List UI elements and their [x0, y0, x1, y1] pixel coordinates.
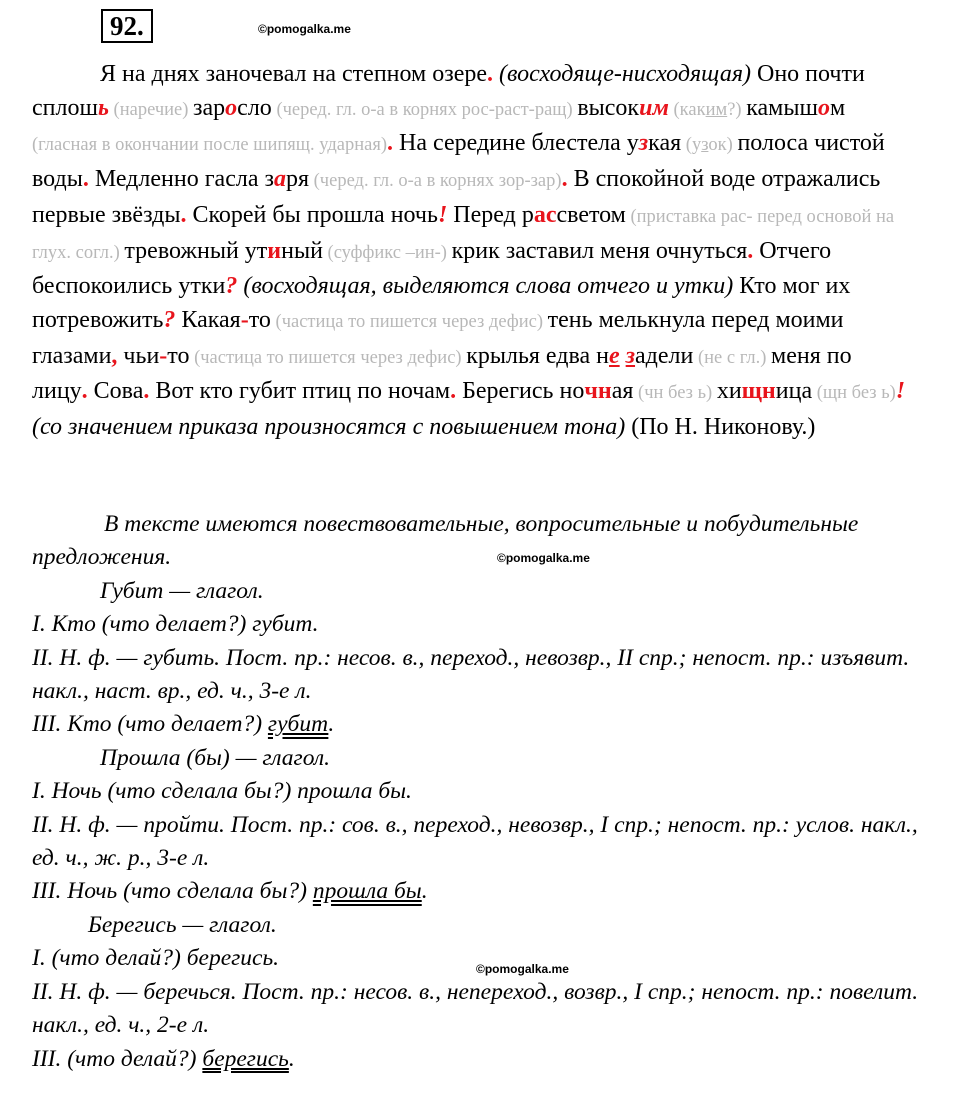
- text-paragraph: Я на днях заночевал на степном озере. (восходяще-нисходящая) Оно почти сплошь (наречие) заросло (черед. гл. о-а в корнях рос-раст-ращ) высоким (каким?) камышом (гласная в окончании после шипящ. ударная). На середине блестела узкая (узок) полоса чистой воды. Медленно гасла заря (черед. гл. о-а в корнях зор-зар). В спокойной воде отражались первые звёзды. Скорей бы прошла ночь! Перед рассветом (приставка рас- перед основой на глух. согл.) тревожный утиный (суффикс –ин-) крик заставил меня очнуться. Отчего беспокоились утки? (восходящая, выделяются слова отчего и утки) Кто мог их потревожить? Какая-то (частица то пишется через дефис) тень мелькнула перед моими глазами, чьи-то (частица то пишется через дефис) крылья едва не задели (не с гл.) меня по лицу. Сова. Вот кто губит птиц по ночам. Берегись ночная (чн без ь) хищница (щн без ь)! (со значением приказа произносятся с повышением тона) (По Н. Никонову.): [32, 61, 906, 441]
- watermark: ©pomogalka.me: [476, 962, 569, 976]
- analysis-line: I. Кто (что делает?) губит.: [32, 611, 319, 638]
- watermark: ©pomogalka.me: [497, 551, 590, 565]
- analysis-line: I. Ночь (что сделала бы?) прошла бы.: [32, 778, 412, 805]
- analysis-line: III. Ночь (что сделала бы?) прошла бы.: [32, 878, 428, 905]
- exercise-text: [32, 58, 912, 445]
- analysis-line: I. (что делай?) берегись.: [32, 945, 280, 972]
- verb-heading: Берегись — глагол.: [88, 911, 277, 938]
- analysis-line: II. Н. ф. — беречься. Пост. пр.: несов. в., неперeход., возвр., I спр.; непост. пр.: повелит. накл., ед. ч., 2-е л.: [32, 978, 919, 1039]
- analysis: [32, 508, 932, 1076]
- verb-heading: Прошла (бы) — глагол.: [100, 744, 330, 771]
- analysis-line: III. (что делай?) берегись.: [32, 1045, 295, 1072]
- analysis-line: II. Н. ф. — пройти. Пост. пр.: сов. в., переход., невозвр., I спр.; непост. пр.: услов. накл., ед. ч., ж. р., 3-е л.: [32, 811, 918, 872]
- watermark: ©pomogalka.me: [258, 22, 351, 36]
- exercise-number: 92.: [101, 9, 153, 43]
- analysis-line: II. Н. ф. — губить. Пост. пр.: несов. в., переход., невозвр., II спр.; непост. пр.: изъявит. накл., наст. вр., ед. ч., 3-е л.: [32, 644, 910, 705]
- verb-heading: Губит — глагол.: [100, 577, 264, 604]
- analysis-line: III. Кто (что делает?) губит.: [32, 711, 335, 738]
- analysis-intro: В тексте имеются повествовательные, вопросительные и побудительные предложения.: [32, 511, 859, 571]
